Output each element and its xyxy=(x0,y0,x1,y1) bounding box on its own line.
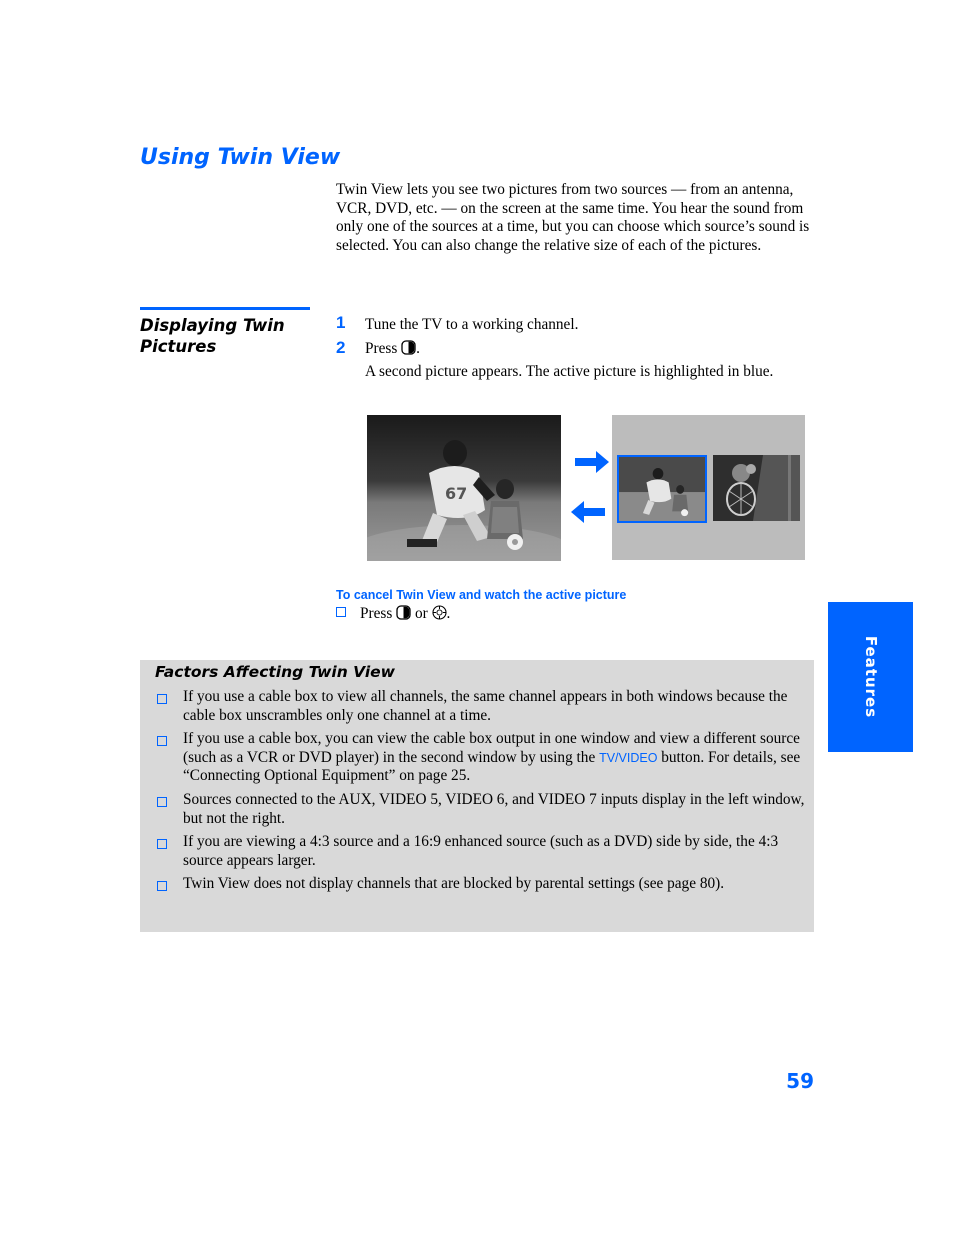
twin-view-button-icon xyxy=(396,605,411,620)
arrow-left-icon xyxy=(570,500,606,529)
cancel-heading: To cancel Twin View and watch the active picture xyxy=(336,588,627,602)
checkbox-bullet-icon xyxy=(157,694,167,704)
side-tab xyxy=(828,602,913,752)
checkbox-bullet-icon xyxy=(157,881,167,891)
section-heading: Displaying Twin Pictures xyxy=(140,316,285,356)
step-number-2: 2 xyxy=(336,338,346,357)
checkbox-bullet-icon xyxy=(157,736,167,746)
checkbox-bullet-icon xyxy=(157,797,167,807)
tv-video-button-label: TV/VIDEO xyxy=(599,750,658,765)
cancel-press-label: Press xyxy=(360,605,393,622)
factor-text: If you use a cable box to view all channels, the same channel appears in both windows because the cable box unscrambles only one channel at a time. xyxy=(183,688,788,724)
factor-text: Twin View does not display channels that are blocked by parental settings (see page 80). xyxy=(183,875,725,892)
side-tab-label: Features xyxy=(861,635,880,719)
step-2-press-label: Press xyxy=(365,340,398,357)
twin-view-screen xyxy=(612,415,805,560)
jog-dial-icon xyxy=(432,605,447,620)
step-text-2 xyxy=(365,340,420,359)
step-text-1: Tune the TV to a working channel. xyxy=(365,316,579,333)
factor-item xyxy=(156,730,806,786)
step-2-result: A second picture appears. The active picture is highlighted in blue. xyxy=(365,363,774,380)
active-picture-window xyxy=(617,455,707,523)
section-rule xyxy=(140,307,310,310)
factor-item xyxy=(156,688,806,725)
page-title: Using Twin View xyxy=(140,145,341,170)
factor-text: Sources connected to the AUX, VIDEO 5, VIDEO 6, and VIDEO 7 inputs display in the left window, but not the right. xyxy=(183,791,805,827)
second-picture-window xyxy=(713,455,800,521)
factor-item xyxy=(156,875,806,894)
factor-text xyxy=(183,730,806,786)
cancel-period: . xyxy=(446,605,451,622)
page-number: 59 xyxy=(786,1069,814,1093)
cancel-instruction xyxy=(336,605,450,624)
factor-text: If you are viewing a 4:3 source and a 16:9 enhanced source (such as a DVD) side by side, the 4:3 source appears larger. xyxy=(183,833,779,869)
factor-text-part: button. For details, see “Connecting Optional Equipment” on page 25. xyxy=(183,748,801,785)
factor-item xyxy=(156,791,806,828)
svg-text:67: 67 xyxy=(445,484,468,503)
checkbox-bullet-icon xyxy=(336,607,346,617)
factors-title: Factors Affecting Twin View xyxy=(155,663,396,681)
intro-paragraph: Twin View lets you see two pictures from two sources — from an antenna, VCR, DVD, etc. — on the screen at the same time. You hear the sound from only one of the sources at a time, but you can choose which source’s sound is selected. You can also change the relative size of each of the pictures. xyxy=(336,181,810,255)
step-2-period: . xyxy=(416,340,420,357)
cancel-or-label: or xyxy=(414,605,428,622)
full-screen-picture xyxy=(367,415,561,561)
step-number-1: 1 xyxy=(336,313,346,332)
arrow-right-icon xyxy=(574,450,610,479)
twin-view-button-icon xyxy=(401,340,416,355)
checkbox-bullet-icon xyxy=(157,839,167,849)
factor-text-part: If you use a cable box, you can view the cable box output in one window and view a different source (such as a VCR or DVD player) in the second window by using the xyxy=(183,730,800,766)
factor-item xyxy=(156,833,806,870)
